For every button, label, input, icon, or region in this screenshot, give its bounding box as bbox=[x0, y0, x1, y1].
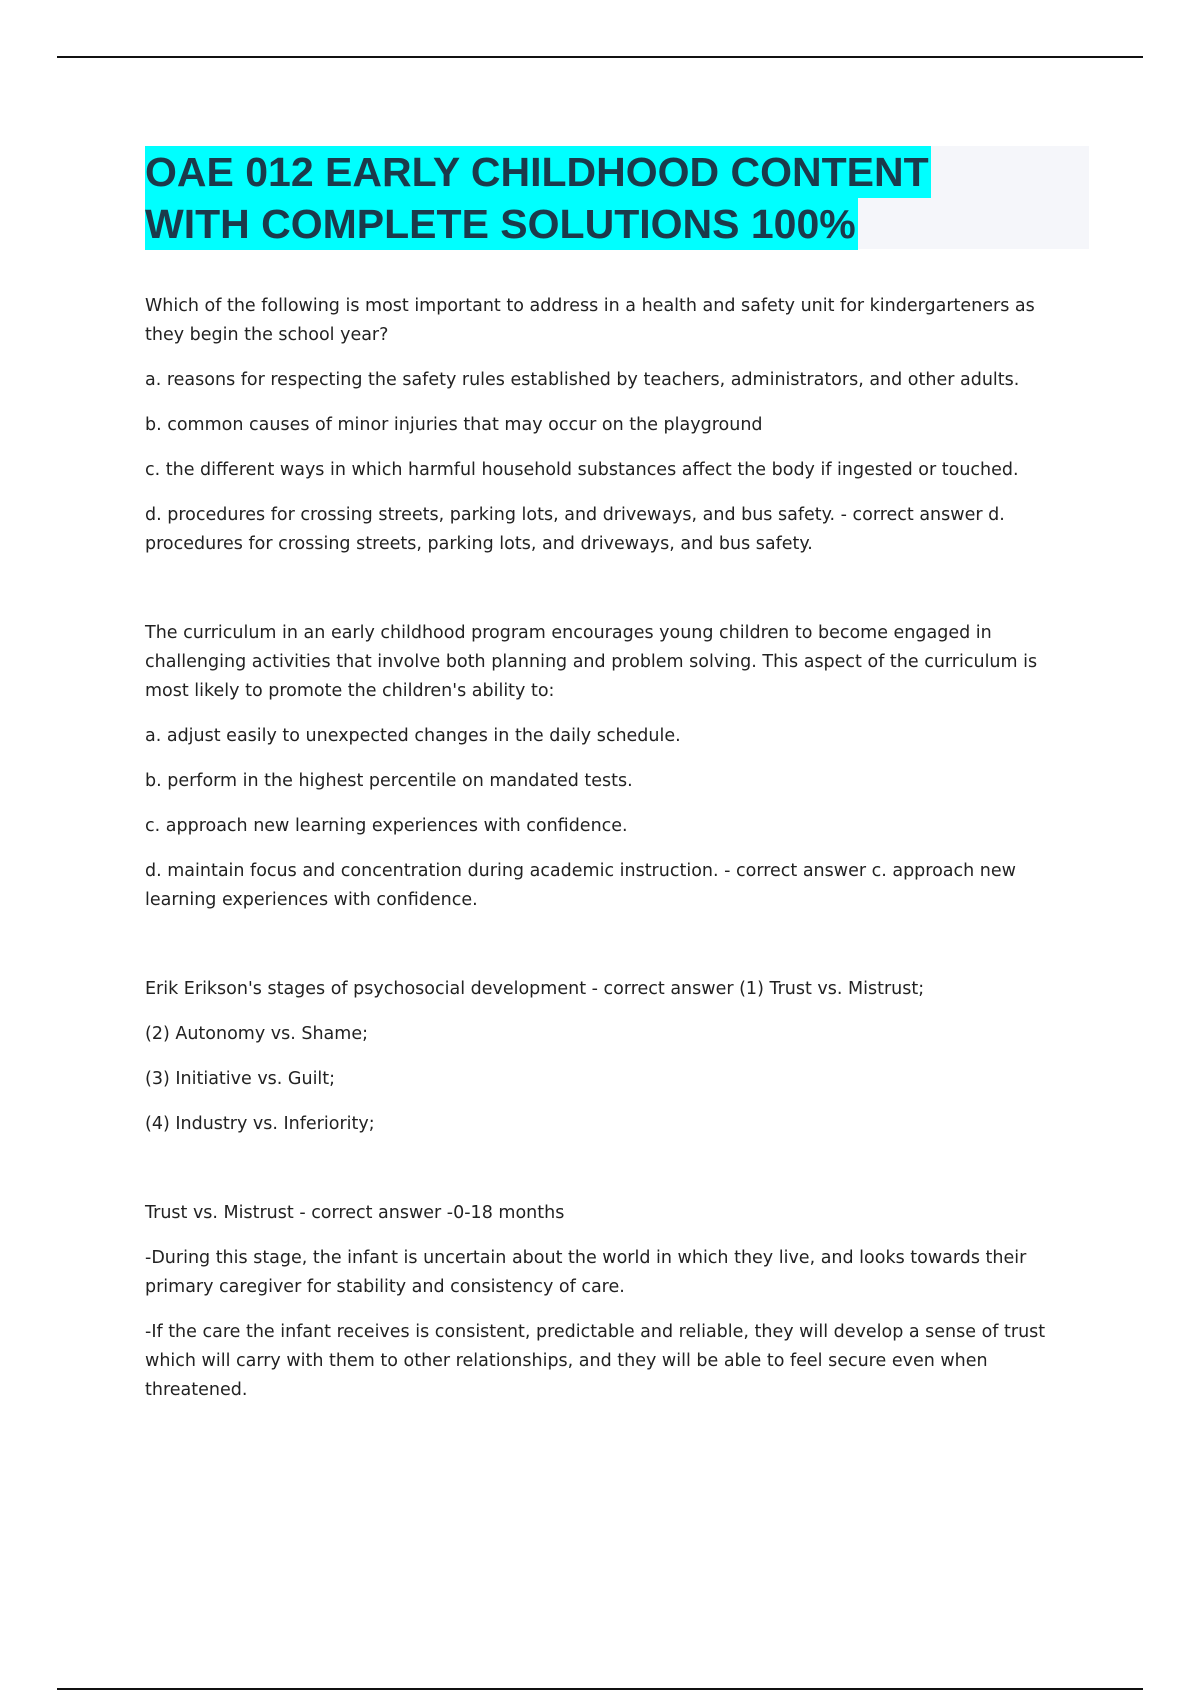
title-line-1: OAE 012 EARLY CHILDHOOD CONTENT bbox=[145, 146, 931, 198]
document-body bbox=[145, 292, 1065, 1465]
question-text: Erik Erikson's stages of psychosocial development - correct answer (1) Trust vs. Mistrust; bbox=[145, 979, 925, 999]
question-text: Which of the following is most important to address in a health and safety unit for kindergarteners as they begin the school year? bbox=[145, 296, 1035, 345]
answer-option-c: c. approach new learning experiences with confidence. bbox=[145, 816, 628, 836]
question-block-2 bbox=[145, 619, 1065, 915]
answer-option-b: b. common causes of minor injuries that may occur on the playground bbox=[145, 415, 763, 435]
answer-option-c: c. the different ways in which harmful household substances affect the body if ingested or touched. bbox=[145, 460, 1019, 480]
bottom-rule bbox=[57, 1688, 1143, 1690]
question-block-1 bbox=[145, 292, 1065, 559]
document-title bbox=[145, 146, 1089, 250]
answer-option-b: b. perform in the highest percentile on mandated tests. bbox=[145, 771, 633, 791]
question-text: Trust vs. Mistrust - correct answer -0-18 months bbox=[145, 1203, 565, 1223]
list-item: (2) Autonomy vs. Shame; bbox=[145, 1024, 368, 1044]
answer-option-a: a. reasons for respecting the safety rules established by teachers, administrators, and other adults. bbox=[145, 370, 1020, 390]
question-block-4 bbox=[145, 1199, 1065, 1405]
question-block-3 bbox=[145, 975, 1065, 1139]
list-item: (3) Initiative vs. Guilt; bbox=[145, 1069, 336, 1089]
list-item: (4) Industry vs. Inferiority; bbox=[145, 1114, 375, 1134]
title-block bbox=[145, 146, 1089, 249]
answer-paragraph: -If the care the infant receives is consistent, predictable and reliable, they will develop a sense of trust which will carry with them to other relationships, and they will be able to feel secure even when threatened. bbox=[145, 1322, 1046, 1400]
top-rule bbox=[57, 56, 1143, 58]
answer-option-a: a. adjust easily to unexpected changes in the daily schedule. bbox=[145, 726, 681, 746]
title-line-2: WITH COMPLETE SOLUTIONS 100% bbox=[145, 198, 858, 250]
question-text: The curriculum in an early childhood program encourages young children to become engaged in challenging activities that involve both planning and problem solving. This aspect of the curriculum is most likely to promote the children's ability to: bbox=[145, 623, 1038, 701]
answer-paragraph: -During this stage, the infant is uncertain about the world in which they live, and looks towards their primary caregiver for stability and consistency of care. bbox=[145, 1248, 1027, 1297]
answer-option-d: d. procedures for crossing streets, parking lots, and driveways, and bus safety. - correct answer d. procedures for crossing streets, parking lots, and driveways, and bus safety. bbox=[145, 505, 1005, 554]
answer-option-d: d. maintain focus and concentration during academic instruction. - correct answer c. approach new learning experiences with confidence. bbox=[145, 861, 1016, 910]
